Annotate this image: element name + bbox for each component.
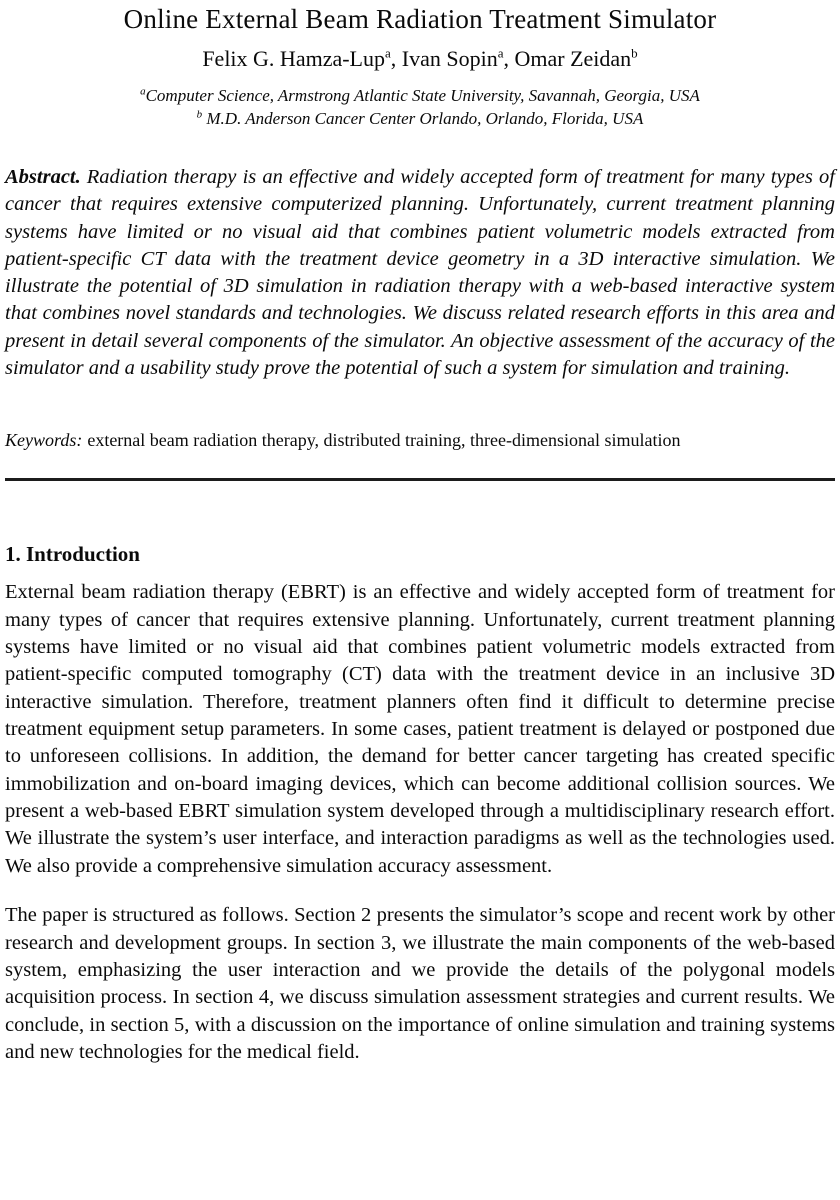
keywords-line (5, 428, 835, 452)
authors-line (5, 44, 835, 74)
abstract-paragraph (5, 164, 835, 382)
affiliation-text: Computer Science, Armstrong Atlantic State University, Savannah, Georgia, USA (145, 86, 700, 105)
author (515, 46, 638, 71)
affiliation-mark: a (140, 85, 146, 98)
affiliation-line (5, 84, 835, 107)
keywords-label: Keywords: (5, 430, 83, 451)
affiliation-line (5, 107, 835, 130)
affiliation-mark: b (196, 108, 203, 121)
author (202, 46, 401, 71)
author-name: Ivan Sopin (401, 46, 498, 71)
introduction-paragraph-1: External beam radiation therapy (EBRT) is an effective and widely accepted form of treatment for many types of cancer that requires extensive planning. Unfortunately, current treatment planning systems have limited or no visual aid that combines patient volumetric models extracted from patient-specific computed tomography (CT) data with the treatment device in an inclusive 3D interactive simulation. Therefore, treatment planners often find it difficult to determine precise treatment equipment setup parameters. In some cases, patient treatment is delayed or postponed due to unforeseen collisions. In addition, the demand for better cancer targeting has created specific immobilization and on-board imaging devices, which can become additional collision sources. We present a web-based EBRT simulation system developed through a multidisciplinary research effort. We illustrate the system’s user interface, and interaction paradigms as well as the technologies used. We also provide a comprehensive simulation accuracy assessment. (5, 581, 835, 877)
author (402, 46, 515, 71)
author-name: Felix G. Hamza-Lup (202, 46, 385, 71)
abstract-label: Abstract. (5, 166, 81, 188)
author-name: Omar Zeidan (514, 46, 632, 71)
paper-title: Online External Beam Radiation Treatment Simulator (123, 4, 717, 34)
author-affiliation-mark: a (497, 45, 504, 61)
introduction-paragraph-2: The paper is structured as follows. Section 2 presents the simulator’s scope and recent work by other research and development groups. In section 3, we illustrate the main components of the web-based system, emphasizing the user interaction and we provide the details of the polygonal models acquisition process. In section 4, we discuss simulation assessment strategies and current results. We conclude, in section 5, with a discussion on the importance of online simulation and training systems and new technologies for the medical field. (5, 904, 835, 1063)
affiliations-block (5, 84, 835, 130)
keywords-text: external beam radiation therapy, distributed training, three-dimensional simulation (87, 430, 681, 451)
author-separator: , (503, 46, 515, 71)
author-affiliation-mark: b (631, 45, 638, 61)
abstract-text: Radiation therapy is an effective and widely accepted form of treatment for many types of cancer that requires extensive computerized planning. Unfortunately, current treatment planning systems have limited or no visual aid that combines patient volumetric models extracted from patient-specific CT data with the treatment device geometry in a 3D interactive simulation. We illustrate the potential of 3D simulation in radiation therapy with a web-based interactive system that combines novel standards and technologies. We discuss related research efforts in this area and present in detail several components of the simulator. An objective assessment of the accuracy of the simulator and a usability study prove the potential of such a system for simulation and training. (5, 166, 835, 380)
affiliation-text: M.D. Anderson Cancer Center Orlando, Orlando, Florida, USA (202, 109, 644, 128)
author-separator: , (390, 46, 402, 71)
section-divider (5, 478, 835, 481)
author-affiliation-mark: a (384, 45, 391, 61)
section-heading-introduction: 1. Introduction (5, 542, 140, 567)
